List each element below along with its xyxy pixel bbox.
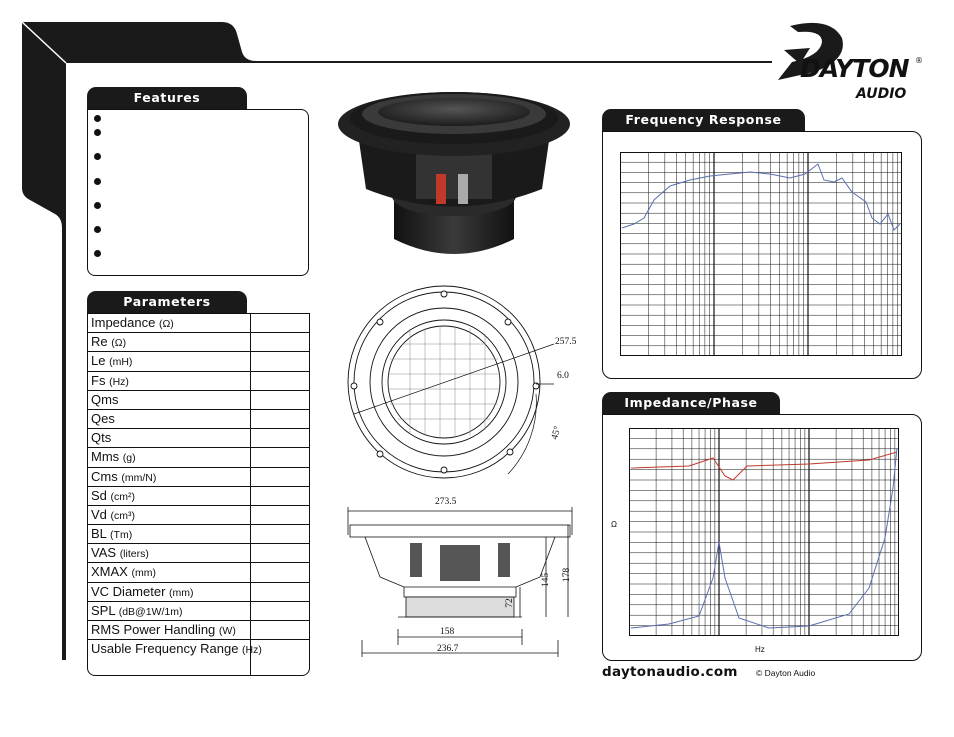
impedance-phase-title: Impedance/Phase [602, 392, 780, 414]
features-title: Features [87, 87, 247, 109]
parameter-label: Cms (mm/N) [88, 468, 251, 486]
dim-height: 178 [562, 567, 573, 583]
parameter-label: Impedance (Ω) [88, 314, 251, 332]
parameter-row [88, 429, 309, 448]
parameter-value [251, 621, 309, 639]
parameter-value [251, 410, 309, 428]
parameter-row [88, 468, 309, 487]
parameter-value [251, 563, 309, 581]
parameter-row [88, 391, 309, 410]
bullet-icon [94, 178, 101, 185]
parameter-row [88, 640, 309, 675]
parameter-value [251, 544, 309, 562]
feature-item [94, 202, 104, 212]
parameter-label: Mms (g) [88, 448, 251, 466]
brand-sub: AUDIO [856, 86, 907, 102]
parameter-row [88, 525, 309, 544]
parameter-row [88, 583, 309, 602]
parameter-label: Le (mH) [88, 352, 251, 370]
parameter-row [88, 602, 309, 621]
bullet-icon [94, 153, 101, 160]
copyright: © Dayton Audio [756, 668, 816, 678]
parameter-label: Qts [88, 429, 251, 447]
bullet-icon [94, 115, 101, 122]
parameter-row [88, 487, 309, 506]
parameter-label: Usable Frequency Range (Hz) [88, 640, 251, 675]
dim-flange: 6.0 [557, 371, 569, 381]
parameter-row [88, 333, 309, 352]
parameter-label: VC Diameter (mm) [88, 583, 251, 601]
parameter-label: XMAX (mm) [88, 563, 251, 581]
parameter-label: Qms [88, 391, 251, 409]
dim-diameter: 257.5 [555, 337, 577, 347]
parameter-row [88, 352, 309, 371]
parameter-value [251, 525, 309, 543]
parameter-row [88, 506, 309, 525]
brand-reg: ® [915, 56, 923, 65]
parameter-row [88, 448, 309, 467]
parameter-label: BL (Tm) [88, 525, 251, 543]
parameter-value [251, 333, 309, 351]
impedance-y-label: Ω [611, 520, 617, 529]
parameter-value [251, 429, 309, 447]
parameter-value [251, 602, 309, 620]
parameter-value [251, 468, 309, 486]
parameter-label: RMS Power Handling (W) [88, 621, 251, 639]
feature-item [94, 129, 104, 139]
parameter-row [88, 314, 309, 333]
feature-item [94, 115, 104, 125]
parameter-value [251, 506, 309, 524]
frequency-response-graph [620, 152, 902, 356]
dim-magnet-height: 72 [504, 598, 515, 608]
parameter-value [251, 583, 309, 601]
parameter-value [251, 448, 309, 466]
parameters-title: Parameters [87, 291, 247, 313]
footer-url[interactable]: daytonaudio.com [602, 664, 738, 680]
parameter-value [251, 391, 309, 409]
feature-item [94, 153, 104, 163]
parameter-label: Sd (cm²) [88, 487, 251, 505]
parameter-row [88, 544, 309, 563]
parameter-label: Qes [88, 410, 251, 428]
bullet-icon [94, 129, 101, 136]
parameter-label: SPL (dB@1W/1m) [88, 602, 251, 620]
dim-basket: 236.7 [437, 644, 459, 654]
impedance-x-label: Hz [755, 645, 765, 654]
parameter-row [88, 372, 309, 391]
parameter-value [251, 372, 309, 390]
parameter-label: Re (Ω) [88, 333, 251, 351]
features-box [87, 109, 309, 276]
parameter-value [251, 314, 309, 332]
parameter-value [251, 352, 309, 370]
dim-magnet-diameter: 158 [440, 627, 455, 637]
brand-name: DAYTON [800, 54, 909, 83]
parameter-row [88, 563, 309, 582]
parameter-label: Vd (cm³) [88, 506, 251, 524]
parameter-label: Fs (Hz) [88, 372, 251, 390]
parameter-row [88, 410, 309, 429]
subwoofer-photo [336, 74, 572, 260]
dim-overall: 273.5 [435, 497, 457, 507]
parameter-label: VAS (liters) [88, 544, 251, 562]
dim-angle: 45° [550, 425, 564, 441]
parameter-row [88, 621, 309, 640]
parameter-value [251, 640, 309, 675]
parameter-value [251, 487, 309, 505]
feature-item [94, 178, 104, 188]
frequency-response-title: Frequency Response [602, 109, 805, 131]
parameters-table [87, 313, 310, 676]
feature-item [94, 226, 104, 236]
impedance-phase-graph [629, 428, 899, 636]
bullet-icon [94, 226, 101, 233]
front-view-drawing [340, 284, 580, 484]
feature-item [94, 250, 104, 260]
bullet-icon [94, 250, 101, 257]
dim-depth: 145 [541, 572, 552, 588]
bullet-icon [94, 202, 101, 209]
